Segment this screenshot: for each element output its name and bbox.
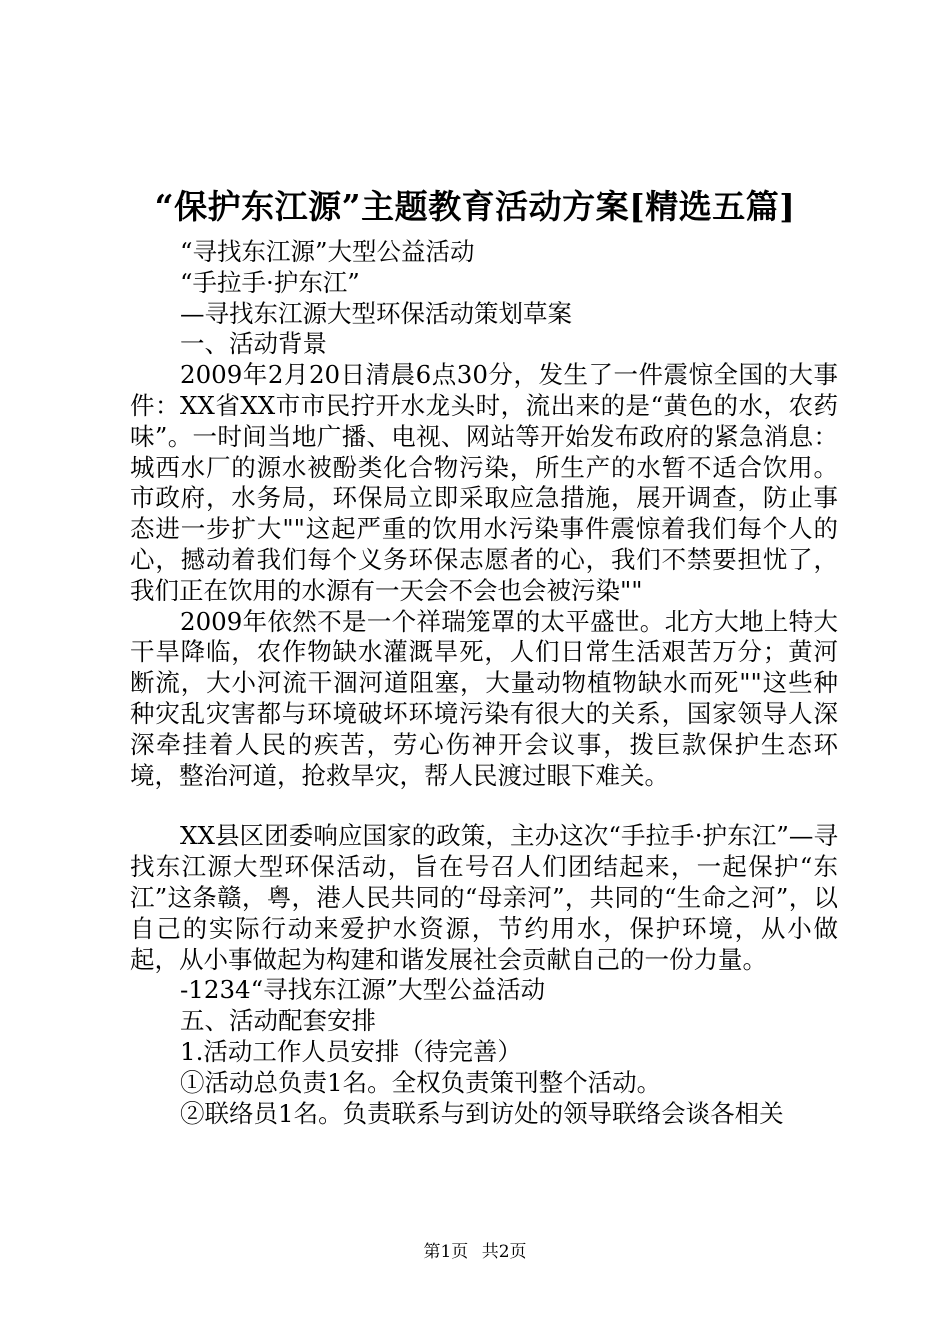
page-number: 第1页 bbox=[423, 1242, 469, 1262]
document-body bbox=[130, 237, 838, 1129]
list-line-event: -1234“寻找东江源”大型公益活动 bbox=[180, 975, 546, 1005]
page-total: 共2页 bbox=[481, 1242, 527, 1262]
subsection-staff: 1.活动工作人员安排（待完善） bbox=[180, 1036, 522, 1066]
blank-line bbox=[130, 791, 838, 821]
list-item-liaison: ②联络员1名。负责联系与到访处的领导联络会谈各相关 bbox=[180, 1098, 784, 1128]
subtitle-event: “寻找东江源”大型公益活动 bbox=[180, 237, 475, 266]
section-heading-arrangements: 五、活动配套安排 bbox=[180, 1006, 376, 1036]
paragraph-background-1: 2009年2月20日清晨6点30分，发生了一件震惊全国的大事件：XX省XX市市民拧开水龙头时，流出来的是“黄色的水，农药味”。一时间当地广播、电视、网站等开始发布政府的紧急消息：城西水厂的源水被酚类化合物污染，所生产的水暂不适合饮用。市政府，水务局，环保局立即采取应急措施，展开调查，防止事态进一步扩大""这起严重的饮用水污染事件震惊着我们每个人的心，撼动着我们每个义务环保志愿者的心，我们不禁要担忧了，我们正在饮用的水源有一天会不会也会被污染"" bbox=[130, 360, 838, 605]
paragraph-organizer: XX县区团委响应国家的政策，主办这次“手拉手·护东江”—寻找东江源大型环保活动，旨在号召人们团结起来，一起保护“东江”这条赣，粤，港人民共同的“母亲河”，共同的“生命之河”，以自己的实际行动来爱护水资源，节约用水，保护环境，从小做起，从小事做起为构建和谐发展社会贡献自己的一份力量。 bbox=[130, 821, 838, 974]
paragraph-background-2: 2009年依然不是一个祥瑞笼罩的太平盛世。北方大地上特大干旱降临，农作物缺水灌溉旱死，人们日常生活艰苦万分；黄河断流，大小河流干涸河道阻塞，大量动物植物缺水而死""这些种种灾乱灾害都与环境破坏环境污染有很大的关系，国家领导人深深牵挂着人民的疾苦，劳心伤神开会议事，拨巨款保护生态环境，整治河道，抢救旱灾，帮人民渡过眼下难关。 bbox=[130, 606, 838, 790]
subtitle-slogan: “手拉手·护东江” bbox=[180, 267, 360, 297]
list-item-lead: ①活动总负责1名。全权负责策刊整个活动。 bbox=[180, 1067, 662, 1097]
page-footer bbox=[0, 1240, 950, 1264]
subtitle-draft: —寻找东江源大型环保活动策划草案 bbox=[180, 298, 572, 328]
document-title: “保护东江源”主题教育活动方案[精选五篇] bbox=[154, 187, 796, 226]
section-heading-background: 一、活动背景 bbox=[180, 329, 327, 359]
